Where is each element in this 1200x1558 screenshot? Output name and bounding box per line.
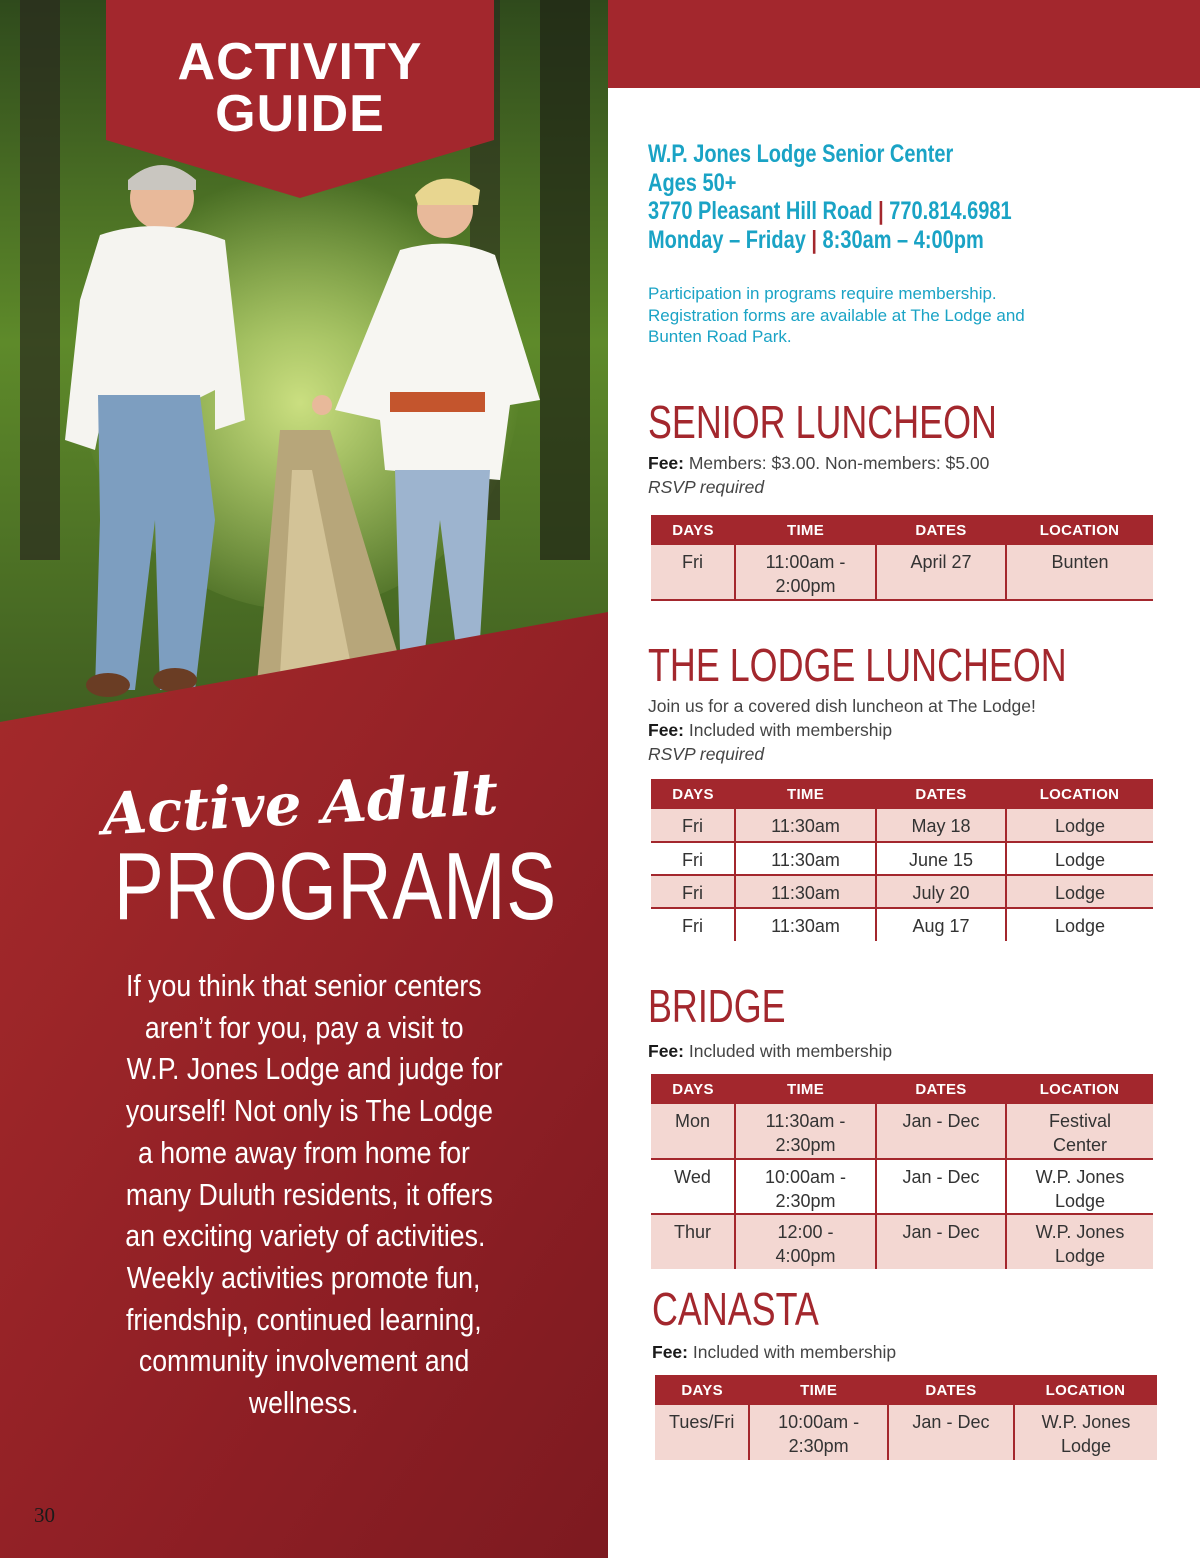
header-time: TIME bbox=[749, 1375, 888, 1405]
fee-text: Included with membership bbox=[692, 1342, 897, 1362]
header-dates: DATES bbox=[888, 1375, 1014, 1405]
cell-dates: April 27 bbox=[876, 545, 1006, 600]
header-days: DAYS bbox=[651, 779, 735, 809]
header-location: LOCATION bbox=[1006, 779, 1153, 809]
lodge-luncheon-table bbox=[651, 779, 1153, 941]
separator: | bbox=[811, 225, 817, 254]
center-info bbox=[648, 140, 1103, 254]
header-days: DAYS bbox=[651, 1074, 735, 1104]
cell-days: Mon bbox=[651, 1104, 735, 1159]
fee-label: Fee: bbox=[652, 1342, 688, 1362]
canasta-title: CANASTA bbox=[652, 1283, 819, 1335]
cell-time: 11:30am bbox=[735, 875, 876, 908]
intro-line: many Duluth residents, it offers bbox=[125, 1176, 493, 1212]
intro-line: a home away from home for bbox=[138, 1134, 470, 1170]
center-hours-line bbox=[648, 226, 1012, 255]
cell-dates: Jan - Dec bbox=[876, 1104, 1006, 1159]
fee-label: Fee: bbox=[648, 1041, 684, 1061]
senior-luncheon-title: SENIOR LUNCHEON bbox=[648, 396, 997, 448]
intro-line: If you think that senior centers bbox=[126, 968, 482, 1003]
table-row bbox=[651, 1214, 1153, 1269]
lodge-luncheon-title: THE LODGE LUNCHEON bbox=[648, 639, 1067, 691]
separator: | bbox=[878, 197, 884, 225]
header-days: DAYS bbox=[651, 515, 735, 545]
cell-location: Bunten bbox=[1006, 545, 1153, 600]
activity-guide-banner bbox=[106, 0, 494, 198]
center-address-line bbox=[648, 197, 1012, 226]
cell-location: Lodge bbox=[1006, 842, 1153, 875]
header-time: TIME bbox=[735, 1074, 876, 1104]
cell-days: Fri bbox=[651, 908, 735, 941]
cell-dates: Jan - Dec bbox=[876, 1214, 1006, 1269]
table-row bbox=[651, 545, 1153, 600]
intro-line: community involvement and bbox=[138, 1343, 470, 1379]
center-ages: Ages 50+ bbox=[648, 168, 737, 197]
cell-dates: Jan - Dec bbox=[888, 1405, 1014, 1460]
cell-days: Thur bbox=[651, 1214, 735, 1269]
table-header-row bbox=[651, 515, 1153, 545]
cell-time: 11:30am bbox=[735, 908, 876, 941]
note-line: Registration forms are available at The Lodge and bbox=[648, 305, 1025, 325]
fee-label: Fee: bbox=[648, 453, 684, 473]
cell-time: 11:30am bbox=[735, 809, 876, 842]
cell-location: W.P. Jones Lodge bbox=[1006, 1159, 1153, 1214]
cell-time: 12:00 - 4:00pm bbox=[735, 1214, 876, 1269]
table-header-row bbox=[651, 779, 1153, 809]
lodge-luncheon-details bbox=[648, 694, 1036, 766]
intro-line: an exciting variety of activities. bbox=[125, 1218, 486, 1254]
table-row bbox=[651, 1159, 1153, 1214]
canasta-details bbox=[652, 1340, 896, 1364]
header-location: LOCATION bbox=[1006, 1074, 1153, 1104]
header-dates: DATES bbox=[876, 515, 1006, 545]
table-row bbox=[651, 842, 1153, 875]
cell-days: Fri bbox=[651, 842, 735, 875]
cell-dates: Aug 17 bbox=[876, 908, 1006, 941]
center-phone[interactable]: 770.814.6981 bbox=[889, 197, 1012, 225]
header-dates: DATES bbox=[876, 1074, 1006, 1104]
top-accent-bar bbox=[608, 0, 1200, 88]
intro-line: wellness. bbox=[249, 1385, 359, 1421]
table-row bbox=[651, 809, 1153, 842]
intro-text: Join us for a covered dish luncheon at The Lodge! bbox=[648, 696, 1036, 716]
center-days: Monday – Friday bbox=[648, 225, 806, 254]
table-header-row bbox=[651, 1074, 1153, 1104]
cell-time: 10:00am - 2:30pm bbox=[749, 1405, 888, 1460]
table-row bbox=[655, 1405, 1157, 1460]
script-title: Active Adult bbox=[100, 759, 500, 849]
cell-location: W.P. Jones Lodge bbox=[1014, 1405, 1157, 1460]
header-time: TIME bbox=[735, 779, 876, 809]
cell-location: Lodge bbox=[1006, 875, 1153, 908]
cell-days: Tues/Fri bbox=[655, 1405, 749, 1460]
table-row bbox=[651, 908, 1153, 941]
fee-text: Included with membership bbox=[688, 1041, 893, 1061]
cell-location: W.P. Jones Lodge bbox=[1006, 1214, 1153, 1269]
table-row bbox=[651, 1104, 1153, 1159]
cell-days: Fri bbox=[651, 875, 735, 908]
intro-line: Weekly activities promote fun, bbox=[127, 1259, 481, 1295]
bridge-details bbox=[648, 1039, 892, 1063]
fee-text: Included with membership bbox=[688, 720, 893, 740]
fee-text: Members: $3.00. Non-members: $5.00 bbox=[688, 453, 990, 473]
intro-line: yourself! Not only is The Lodge bbox=[125, 1093, 493, 1129]
rsvp-text: RSVP required bbox=[648, 744, 765, 764]
note-line: Participation in programs require membership. bbox=[648, 284, 997, 303]
note-line: Bunten Road Park. bbox=[648, 327, 792, 346]
header-time: TIME bbox=[735, 515, 876, 545]
cell-dates: May 18 bbox=[876, 809, 1006, 842]
cell-dates: Jan - Dec bbox=[876, 1159, 1006, 1214]
senior-luncheon-details bbox=[648, 451, 989, 499]
table-row bbox=[651, 875, 1153, 908]
senior-luncheon-table bbox=[651, 515, 1153, 601]
canasta-table bbox=[655, 1375, 1157, 1460]
membership-note bbox=[648, 283, 1098, 348]
intro-line: friendship, continued learning, bbox=[126, 1301, 482, 1337]
intro-line: W.P. Jones Lodge and judge for bbox=[126, 1051, 503, 1087]
bridge-table bbox=[651, 1074, 1153, 1269]
center-address: 3770 Pleasant Hill Road bbox=[648, 197, 873, 225]
cell-dates: June 15 bbox=[876, 842, 1006, 875]
cell-days: Wed bbox=[651, 1159, 735, 1214]
cell-location: Festival Center bbox=[1006, 1104, 1153, 1159]
table-header-row bbox=[655, 1375, 1157, 1405]
header-location: LOCATION bbox=[1006, 515, 1153, 545]
cell-days: Fri bbox=[651, 545, 735, 600]
center-hours: 8:30am – 4:00pm bbox=[822, 225, 984, 254]
intro-paragraph bbox=[96, 965, 512, 1424]
header-location: LOCATION bbox=[1014, 1375, 1157, 1405]
cell-time: 11:30am - 2:30pm bbox=[735, 1104, 876, 1159]
bridge-title: BRIDGE bbox=[648, 980, 786, 1032]
cell-time: 11:30am bbox=[735, 842, 876, 875]
fee-label: Fee: bbox=[648, 720, 684, 740]
banner-line-1: ACTIVITY bbox=[177, 33, 423, 91]
cell-dates: July 20 bbox=[876, 875, 1006, 908]
rsvp-text: RSVP required bbox=[648, 477, 765, 497]
page-number: 30 bbox=[34, 1503, 55, 1527]
cell-time: 11:00am - 2:00pm bbox=[735, 545, 876, 600]
programs-title: PROGRAMS bbox=[113, 833, 557, 940]
banner-line-2: GUIDE bbox=[215, 85, 385, 143]
cell-location: Lodge bbox=[1006, 809, 1153, 842]
cell-days: Fri bbox=[651, 809, 735, 842]
header-days: DAYS bbox=[655, 1375, 749, 1405]
header-dates: DATES bbox=[876, 779, 1006, 809]
center-name: W.P. Jones Lodge Senior Center bbox=[648, 140, 954, 168]
cell-time: 10:00am - 2:30pm bbox=[735, 1159, 876, 1214]
cell-location: Lodge bbox=[1006, 908, 1153, 941]
intro-line: aren’t for you, pay a visit to bbox=[144, 1009, 464, 1045]
